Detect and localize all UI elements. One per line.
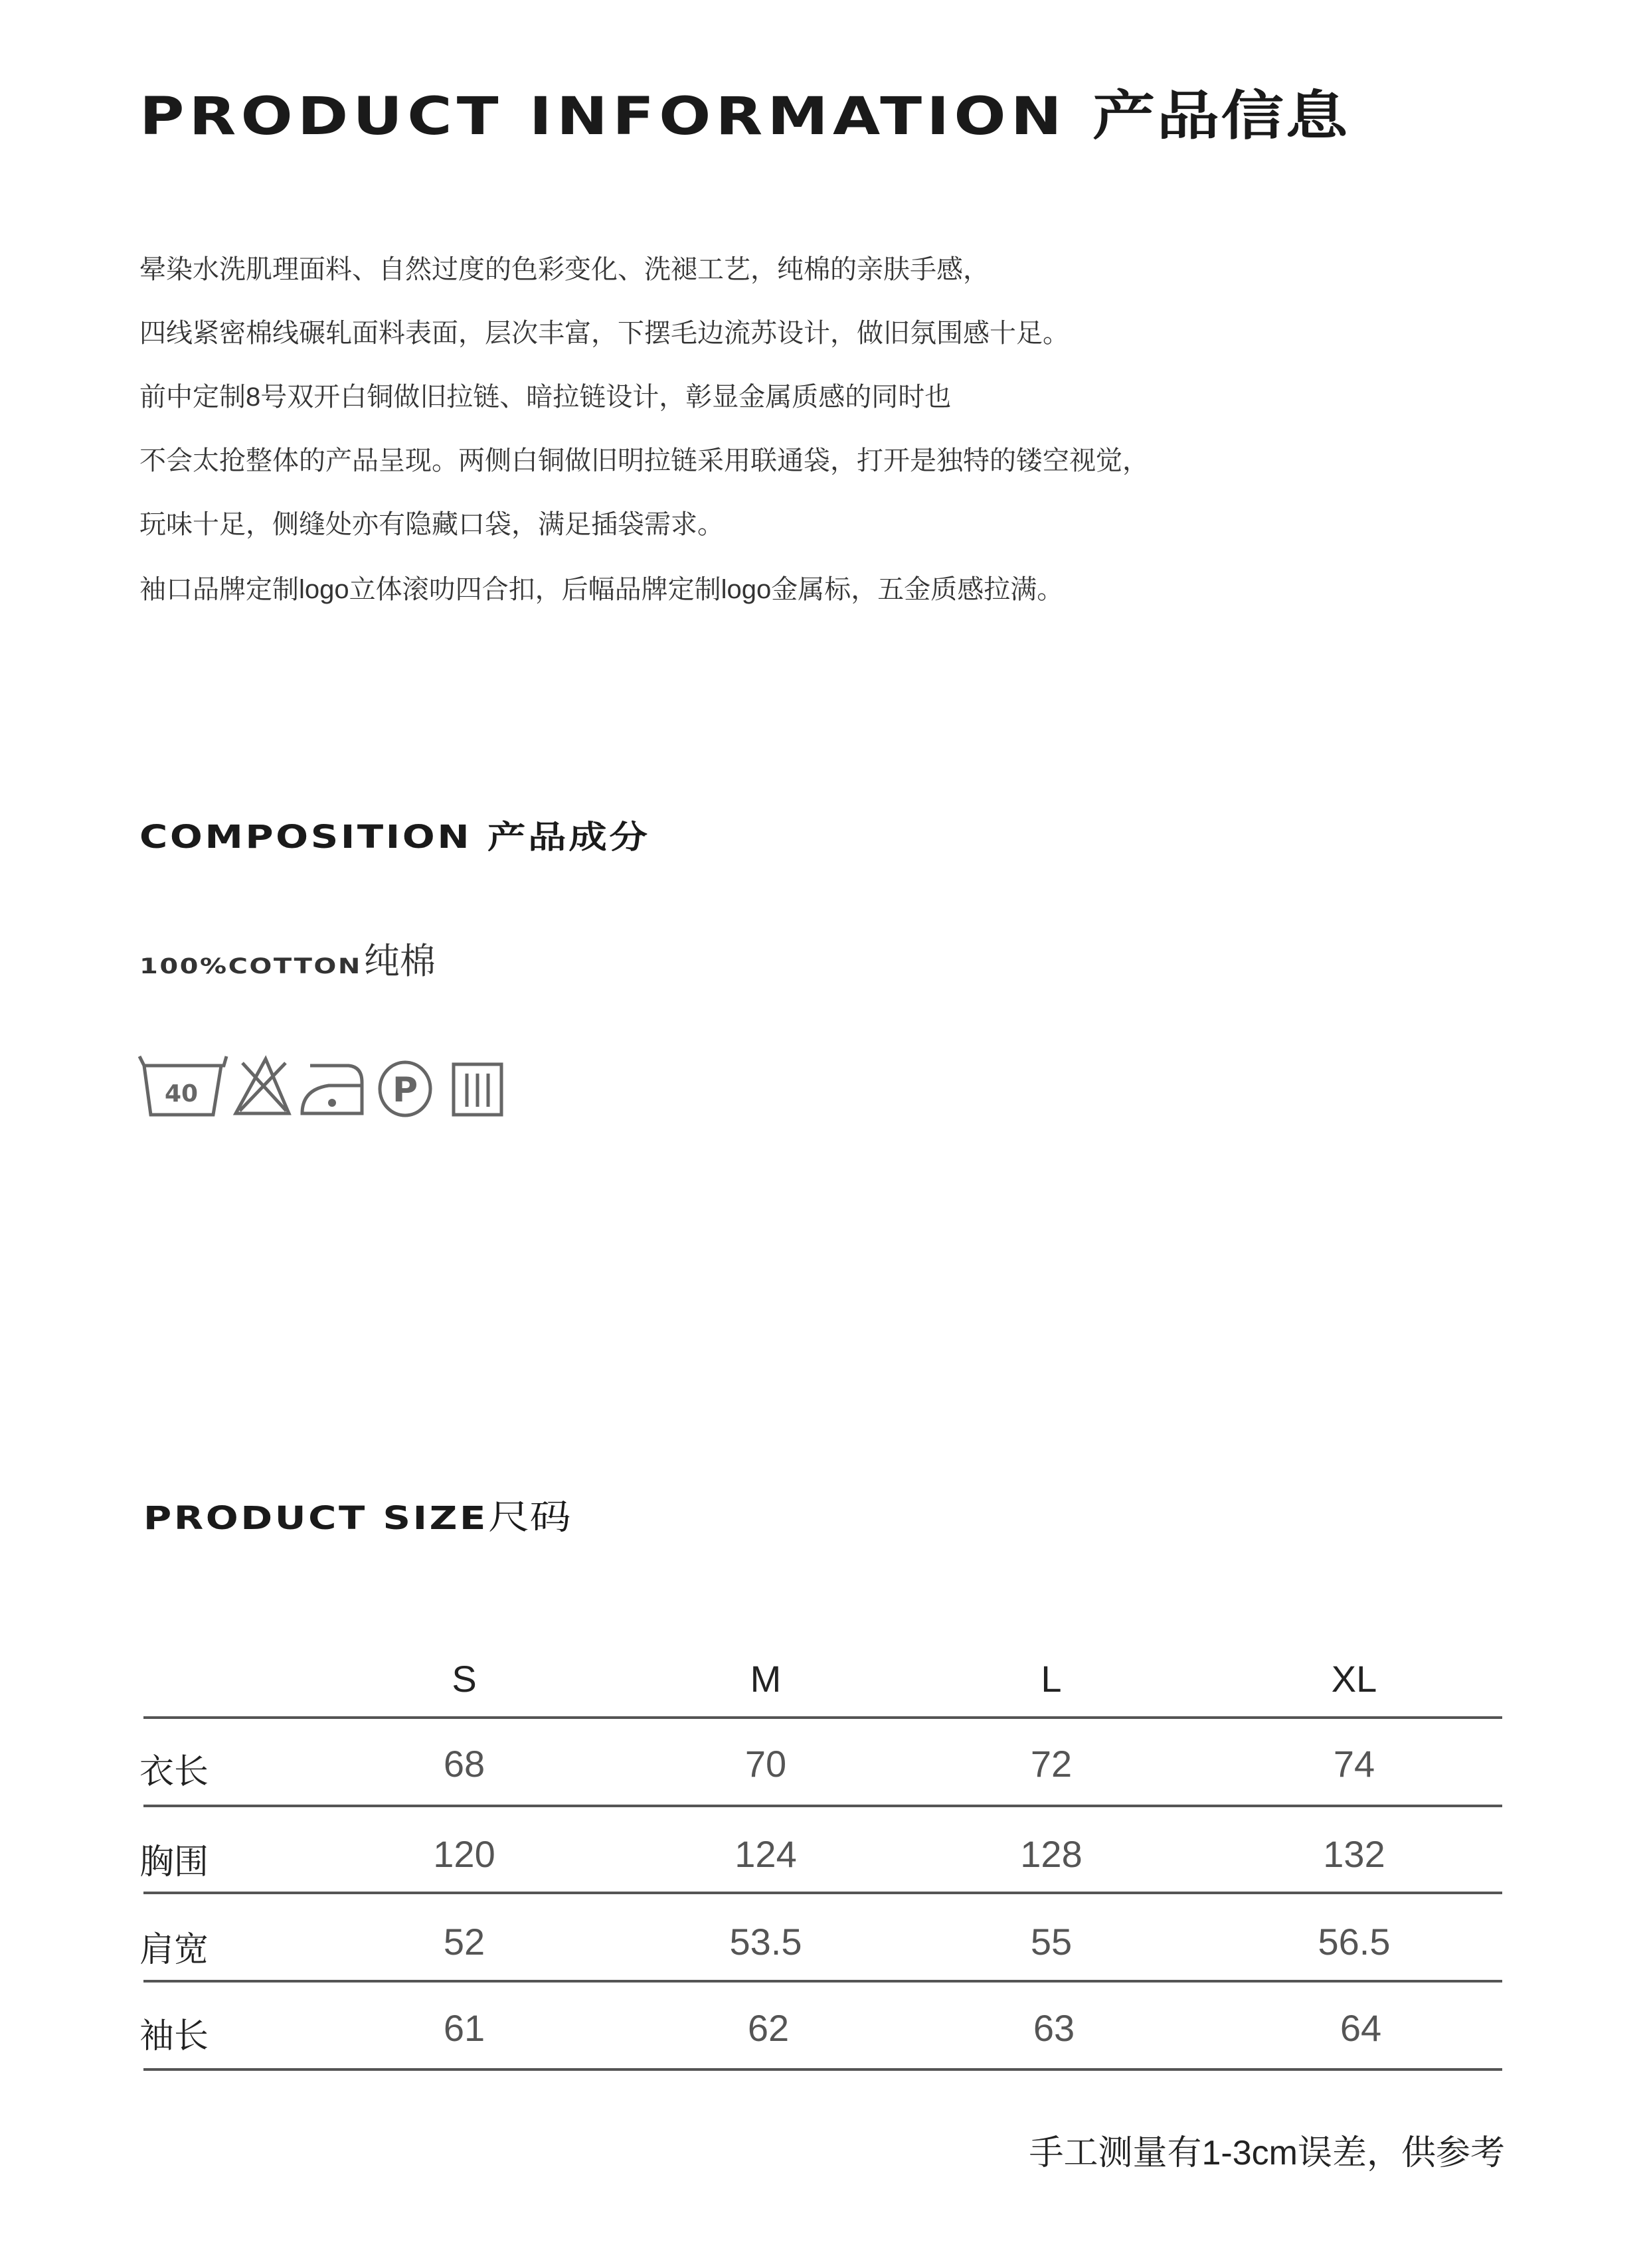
table-cell: 62 xyxy=(747,2007,790,2049)
column-header: S xyxy=(452,1658,477,1700)
divider xyxy=(143,1716,1502,1719)
dry-clean-p-icon xyxy=(369,1052,442,1119)
column-header: XL xyxy=(1331,1658,1377,1700)
description-line: 袖口品牌定制logo立体滚叻四合扣，后幅品牌定制logo金属标，五金质感拉满。 xyxy=(139,575,1064,604)
table-cell: 72 xyxy=(1030,1743,1073,1785)
table-cell: 55 xyxy=(1030,1921,1073,1963)
table-cell: 124 xyxy=(735,1833,797,1875)
table-cell: 74 xyxy=(1333,1743,1375,1785)
description-line: 玩味十足，侧缝处亦有隐藏口袋，满足插袋需求。 xyxy=(139,510,724,539)
description-line: 不会太抢整体的产品呈现。两侧白铜做旧明拉链采用联通袋，打开是独特的镂空视觉， xyxy=(139,446,1149,475)
composition-title xyxy=(139,811,650,857)
table-cell: 53.5 xyxy=(729,1921,802,1963)
table-cell: 52 xyxy=(443,1921,485,1963)
size-title xyxy=(143,1489,571,1539)
table-cell: 120 xyxy=(433,1833,495,1875)
wash-40-icon xyxy=(136,1052,229,1119)
row-label: 衣长 xyxy=(139,1753,209,1791)
no-bleach-icon xyxy=(229,1052,296,1119)
divider xyxy=(143,1805,1502,1807)
material-en: 100%COTTON xyxy=(139,953,362,979)
title-cn: 产品信息 xyxy=(1092,85,1350,147)
column-header: L xyxy=(1041,1658,1062,1700)
wash-temp: 40 xyxy=(164,1080,199,1107)
iron-low-icon xyxy=(296,1052,369,1119)
table-cell: 70 xyxy=(744,1743,787,1785)
line-dry-icon xyxy=(442,1052,508,1119)
row-label: 袖长 xyxy=(139,2017,209,2056)
table-cell: 61 xyxy=(443,2007,485,2049)
divider xyxy=(143,1892,1502,1894)
divider xyxy=(143,2068,1502,2071)
measurement-note: 手工测量有1-3cm误差，供参考 xyxy=(1029,2134,1505,2172)
care-icons xyxy=(136,1052,508,1119)
table-cell: 132 xyxy=(1323,1833,1385,1875)
description-line: 前中定制8号双开白铜做旧拉链、暗拉链设计，彰显金属质感的同时也 xyxy=(139,382,952,412)
material xyxy=(139,933,436,984)
dry-clean-letter: P xyxy=(392,1070,418,1110)
table-cell: 68 xyxy=(443,1743,485,1785)
size-title-cn: 尺码 xyxy=(487,1498,571,1538)
column-header: M xyxy=(750,1658,782,1700)
composition-title-en: COMPOSITION xyxy=(139,819,472,856)
table-cell: 64 xyxy=(1340,2007,1382,2049)
row-label: 肩宽 xyxy=(139,1931,209,1969)
material-cn: 纯棉 xyxy=(363,941,436,981)
divider xyxy=(143,1980,1502,1983)
composition-title-cn: 产品成分 xyxy=(487,819,650,856)
description-line: 四线紧密棉线碾轧面料表面，层次丰富，下摆毛边流苏设计，做旧氛围感十足。 xyxy=(139,319,1069,348)
table-cell: 56.5 xyxy=(1318,1921,1391,1963)
size-title-en: PRODUCT SIZE xyxy=(143,1500,488,1537)
page-title xyxy=(139,73,1349,149)
row-label: 胸围 xyxy=(139,1843,209,1882)
table-cell: 63 xyxy=(1033,2007,1075,2049)
table-cell: 128 xyxy=(1020,1833,1083,1875)
title-en: PRODUCT INFORMATION xyxy=(139,87,1067,147)
description-line: 晕染水洗肌理面料、自然过度的色彩变化、洗褪工艺，纯棉的亲肤手感， xyxy=(139,255,990,284)
